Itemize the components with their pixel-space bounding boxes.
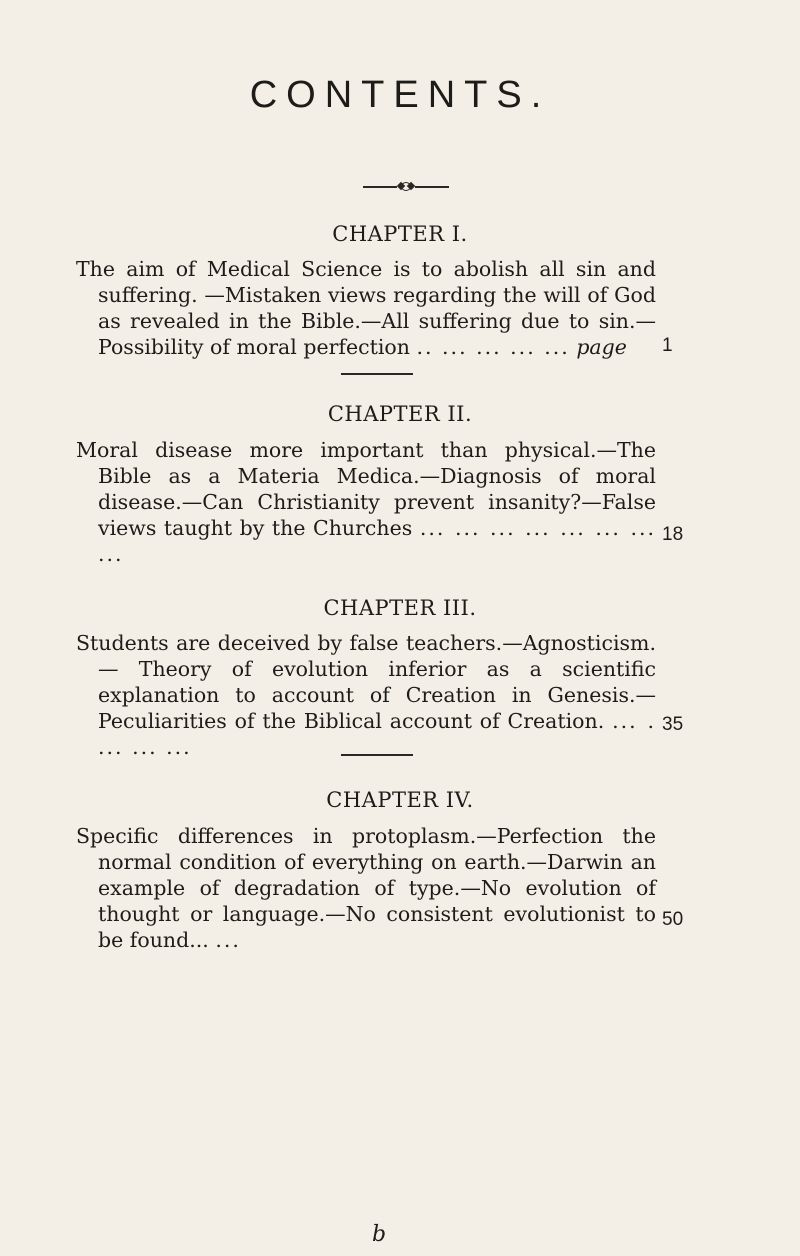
- chapter-3-page-number: 35: [662, 714, 684, 735]
- chapter-3-heading: CHAPTER III.: [323, 596, 477, 620]
- chapter-1-page-label: page: [576, 335, 627, 359]
- chapter-4-summary: [76, 823, 656, 953]
- chapter-4-heading: CHAPTER IV.: [326, 788, 474, 812]
- chapter-4-leader: ...: [215, 928, 241, 952]
- chapter-2-page-number: 18: [662, 524, 684, 545]
- chapter-1-summary: [76, 256, 656, 360]
- chapter-1-summary-text: The aim of Medical Science is to abolish all sin and suffering. —Mistaken views regarding the will of God as revealed in the Bible.—All suffering due to sin.—Possibility of moral perfection: [76, 257, 656, 359]
- chapter-1-page-number: 1: [662, 335, 673, 356]
- chapter-2-summary-text: Moral disease more important than physical.—The Bible as a Materia Medica.—Diagnosis of moral disease.—Can Christianity prevent insanity?—False views taught by the Churches: [76, 438, 656, 540]
- chapter-2-summary: [76, 437, 656, 567]
- title-ornament: [363, 182, 449, 192]
- chapter-divider-2: [341, 754, 413, 756]
- chapter-4-page-number: 50: [662, 909, 684, 930]
- chapter-3-summary-text: Students are deceived by false teachers.—Agnosticism.— Theory of evolution inferior as a scientific explanation to account of Creation in Genesis.—Peculiarities of the Biblical account of Creation.: [76, 631, 656, 733]
- chapter-2-heading: CHAPTER II.: [327, 402, 473, 426]
- chapter-1-leader: .. ... ... ... ...: [416, 335, 570, 359]
- chapter-4-summary-text: Specific differences in protoplasm.—Perfection the normal condition of everything on earth.—Darwin an example of degradation of type.—No evolution of thought or language.—No consistent evolutionist to be found...: [76, 824, 656, 952]
- signature-mark: b: [372, 1222, 387, 1247]
- chapter-2-leader: ... ... ... ... ... ... ... ...: [98, 516, 656, 566]
- chapter-divider-1: [341, 373, 413, 375]
- chapter-3-leader: ... . ... ... ...: [98, 709, 656, 759]
- chapter-1-heading: CHAPTER I.: [332, 222, 468, 246]
- page-title: CONTENTS.: [249, 74, 551, 116]
- chapter-3-summary: [76, 630, 656, 760]
